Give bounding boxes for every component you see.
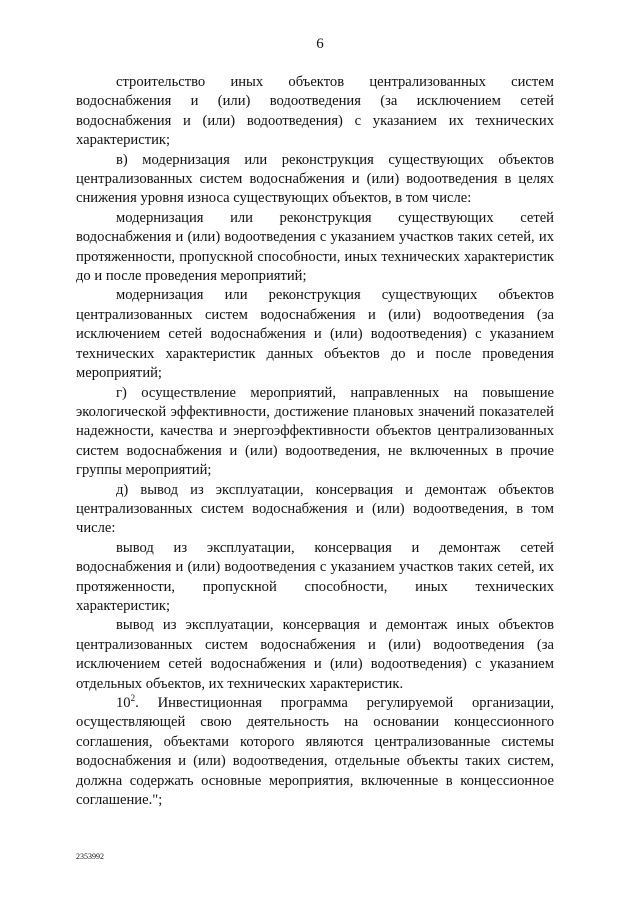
paragraph-decommission-networks: вывод из эксплуатации, консервация и демонтаж сетей водоснабжения и (или) водоотведения с указанием участков таких сетей, их протяженности, пропускной способности, иных технических характеристик; bbox=[76, 539, 554, 614]
page-number: 6 bbox=[316, 36, 324, 52]
paragraph-construction-other-objects: строительство иных объектов централизованных систем водоснабжения и (или) водоотведения (за исключением сетей водоснабжения и (или) водоотведения) с указанием их технических характеристик; bbox=[76, 74, 554, 149]
clause-text: . Инвестиционная программа регулируемой организации, осуществляющей свою деятельность на основании концессионного соглашения, объектами которого являются централизованные системы водоснабжения и (или) водоотведения, отдельные объекты таких систем, должна содержать основные мероприятия, включенные в концессионное соглашение."; bbox=[76, 695, 554, 809]
document-body bbox=[76, 73, 554, 810]
paragraph-10-2-investment-program bbox=[76, 694, 554, 810]
paragraph-item-v-modernization: в) модернизация или реконструкция существующих объектов централизованных систем водоснабжения и (или) водоотведения в целях снижения уровня износа существующих объектов, в том числе: bbox=[76, 151, 554, 207]
paragraph-decommission-objects: вывод из эксплуатации, консервация и демонтаж иных объектов централизованных систем водоснабжения и (или) водоотведения (за исключением сетей водоснабжения и (или) водоотведения) с указанием отдельных объектов, их технических характеристик. bbox=[76, 617, 554, 692]
clause-superscript: 2 bbox=[130, 693, 136, 704]
paragraph-item-g-measures: г) осуществление мероприятий, направленных на повышение экологической эффективности, достижение плановых значений показателей надежности, качества и энергоэффективности объектов централизованных систем водоснабжения и (или) водоотведения, не включенных в прочие группы мероприятий; bbox=[76, 384, 554, 479]
paragraph-item-d-decommission: д) вывод из эксплуатации, консервация и демонтаж объектов централизованных систем водоснабжения и (или) водоотведения, в том числе: bbox=[76, 481, 554, 537]
clause-number: 10 bbox=[116, 695, 131, 711]
document-code: 2353992 bbox=[76, 852, 104, 861]
paragraph-modernization-objects: модернизация или реконструкция существующих объектов централизованных систем водоснабжения и (или) водоотведения (за исключением сетей водоснабжения и (или) водоотведения) с указанием технических характеристик данных объектов до и после проведения мероприятий; bbox=[76, 287, 554, 382]
paragraph-modernization-networks: модернизация или реконструкция существующих сетей водоснабжения и (или) водоотведения с указанием участков таких сетей, их протяженности, пропускной способности, иных технических характеристик до и после проведения мероприятий; bbox=[76, 209, 554, 285]
